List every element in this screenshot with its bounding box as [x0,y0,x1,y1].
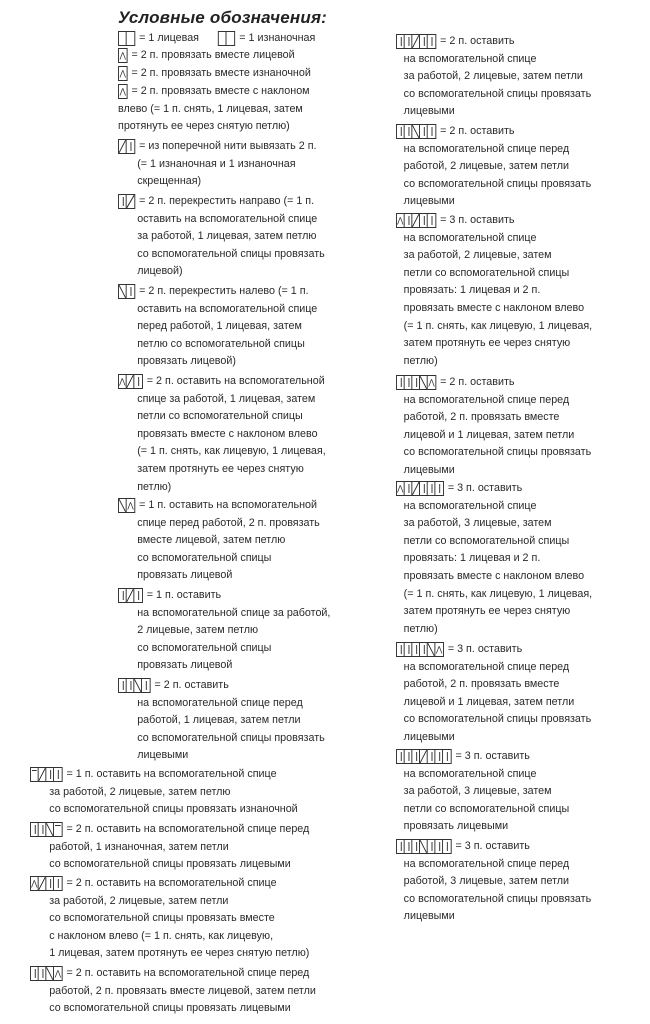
legend-text-line: перед работой, 1 лицевая, затем [137,320,302,333]
legend-text-line: оставить на вспомогательной спице [137,302,318,315]
legend-text-line: работой, 2 п. провязать вместе [403,678,560,691]
left-legend-entry [30,821,309,874]
legend-text-line: затем протянуть ее через снятую [403,605,571,618]
stitch-symbol-icon [396,749,452,764]
legend-text-line: лицевыми [403,105,455,118]
legend-text-line: = из поперечной нити вывязать 2 п. [139,140,317,152]
right-legend-entry [396,748,569,836]
legend-text-line: на вспомогательной спице [403,231,537,244]
legend-text-line: 1 лицевая, затем протянуть ее через снятую петлю) [49,947,310,960]
legend-text-line: со вспомогательной спицы провязать лицевыми [49,1002,291,1015]
legend-text-line: спице за работой, 1 лицевая, затем [137,392,316,405]
legend-text-line: работой, 2 п. провязать вместе лицевой, затем петли [49,984,316,997]
left-legend-entry [118,47,295,65]
legend-text-line: протянуть ее через снятую петлю) [118,120,290,133]
stitch-symbol-icon: ⋀ [30,966,63,981]
right-legend-entry [396,480,592,638]
legend-text-line: со вспомогательной спицы провязать [137,731,325,744]
stitch-symbol-icon: ⋀ [118,374,143,389]
right-legend-entry [396,641,591,747]
stitch-symbol-icon [396,124,436,139]
legend-text-line: провязать: 1 лицевая и 2 п. [403,552,541,565]
left-legend-entry [118,677,325,765]
stitch-symbol-icon [30,822,63,837]
legend-text-line: со вспомогательной спицы провязать [403,446,592,459]
right-legend-entry [396,374,591,480]
legend-text-line: (= 1 п. снять, как лицевую, 1 лицевая, [403,587,593,600]
right-legend-entry [396,838,591,926]
left-legend-entry [118,65,311,83]
legend-text-line: лицевыми [403,910,455,923]
legend-text-line: (= 1 п. снять, как лицевую, 1 лицевая, [137,445,326,458]
right-legend-entry [396,33,591,121]
legend-text-line: со вспомогательной спицы провязать [403,177,592,190]
legend-text-line: работой, 3 лицевые, затем петли [403,875,570,888]
legend-text-line: = 2 п. оставить на вспомогательной спице перед [66,823,310,835]
stitch-symbol-icon [396,839,452,854]
legend-text-line: на вспомогательной спице [403,767,537,780]
legend-text-line: (= 1 изнаночная и 1 изнаночная [137,157,296,170]
legend-text-line: = 3 п. оставить [447,482,523,494]
legend-text-line: лицевыми [403,195,455,208]
legend-text-line: провязать лицевой) [137,355,236,368]
legend-text-line: = 1 п. оставить [146,589,222,601]
legend-text-line: со вспомогательной спицы провязать вместе [49,912,275,925]
left-legend-entry [118,193,325,281]
legend-text-line: затем протянуть ее через снятую [137,462,304,475]
legend-text-line: лицевыми [403,463,455,476]
left-legend-entry [30,766,298,819]
legend-text-line: на вспомогательной спице перед [403,142,570,155]
left-legend-entry [118,497,320,585]
legend-text-line: со вспомогательной спицы [137,551,272,564]
left-legend-entry [118,587,330,675]
left-legend-entry [118,138,317,191]
legend-text-line: петлю) [403,354,438,367]
stitch-symbol-icon: ⋀ [30,876,63,891]
legend-text-line: = 2 п. оставить [154,679,229,691]
legend-text-line: = 2 п. оставить [440,376,515,388]
legend-text-line: работой, 1 изнаночная, затем петли [49,840,229,853]
left-legend-entry [118,83,310,136]
legend-text-line: = 2 п. оставить на вспомогательной [146,375,325,387]
legend-text-line: лицевыми [403,730,455,743]
legend-text-line: на вспомогательной спице [403,52,537,65]
legend-text-line: за работой, 2 лицевые, затем петли [403,70,583,83]
legend-text-line: затем протянуть ее через снятую [403,337,571,350]
legend-text-line: лицевой и 1 лицевая, затем петли [403,695,575,708]
legend-text-line: со вспомогательной спицы провязать [403,713,592,726]
legend-text-line: = 2 п. оставить [440,125,515,137]
legend-text-line: влево (= 1 п. снять, 1 лицевая, затем [118,102,303,115]
legend-text-line: петлю) [403,622,438,635]
legend-text-line: лицевой) [137,265,183,278]
legend-text-line: = 2 п. провязать вместе лицевой [131,49,295,61]
legend-text-line: петли со вспомогательной спицы [137,410,303,423]
stitch-symbol-icon [396,34,436,49]
legend-text-line: = 2 п. оставить на вспомогательной спице перед [66,967,310,979]
legend-text-line: = 3 п. оставить [455,840,530,852]
left-legend-entry [30,875,309,963]
legend-text-line: со вспомогательной спицы [137,641,272,654]
purl-symbol-icon [218,31,235,46]
stitch-symbol-icon [118,588,143,603]
right-legend-entry [396,123,591,211]
legend-text-line: оставить на вспомогательной спице [137,212,318,225]
purl-label: = 1 изнаночная [239,32,316,44]
legend-text-line: за работой, 2 лицевые, затем [403,249,552,262]
legend-text-line: провязать лицевой [137,659,233,672]
legend-text-line: провязать вместе с наклоном влево [137,427,318,440]
legend-text-line: со вспомогательной спицы провязать лицевыми [49,858,291,871]
legend-text-line: провязать: 1 лицевая и 2 п. [403,284,541,297]
legend-text-line: = 2 п. перекрестить налево (= 1 п. [139,285,309,297]
legend-text-line: работой, 2 п. провязать вместе [403,411,560,424]
legend-text-line: на вспомогательной спице [403,499,537,512]
stitch-symbol-icon: ⋀ [118,66,128,81]
stitch-symbol-icon [118,194,135,209]
stitch-symbol-icon [118,284,135,299]
legend-basic-row [118,30,315,48]
stitch-symbol-icon: ⋀ [118,84,128,99]
legend-text-line: (= 1 п. снять, как лицевую, 1 лицевая, [403,319,593,332]
knit-symbol-icon [118,31,135,46]
legend-text-line: на вспомогательной спице за работой, [137,606,331,619]
legend-text-line: = 1 п. оставить на вспомогательной [139,499,318,511]
stitch-symbol-icon: ⋀ [396,642,444,657]
legend-text-line: на вспомогательной спице перед [403,857,570,870]
legend-text-line: = 3 п. оставить [440,214,515,226]
stitch-symbol-icon [118,678,151,693]
legend-text-line: со вспомогательной спицы провязать [137,247,325,260]
legend-text-line: = 2 п. оставить на вспомогательной спице [66,877,277,889]
legend-text-line: = 1 п. оставить на вспомогательной спице [66,768,277,780]
knit-label: = 1 лицевая [139,32,199,44]
stitch-symbol-icon: ⋀ [396,481,444,496]
legend-text-line: с наклоном влево (= 1 п. снять, как лицевую, [49,929,274,942]
right-legend-entry [396,212,592,370]
legend-text-line: со вспомогательной спицы провязать [403,892,592,905]
legend-text-line: за работой, 2 лицевые, затем петлю [49,785,231,798]
legend-text-line: лицевыми [137,749,189,762]
legend-text-line: 2 лицевые, затем петлю [137,624,259,637]
legend-text-line: петли со вспомогательной спицы [403,534,570,547]
stitch-symbol-icon: ⋀ [396,213,436,228]
stitch-symbol-icon: ⋀ [118,498,135,513]
left-legend-entry [118,373,326,496]
legend-text-line: работой, 2 лицевые, затем петли [403,160,570,173]
legend-text-line: петли со вспомогательной спицы [403,802,570,815]
legend-text-line: лицевой и 1 лицевая, затем петли [403,428,575,441]
legend-text-line: = 3 п. оставить [447,643,523,655]
legend-text-line: петлю со вспомогательной спицы [137,337,305,350]
legend-text-line: провязать вместе с наклоном влево [403,569,585,582]
stitch-symbol-icon [118,139,135,154]
legend-text-line: за работой, 3 лицевые, затем [403,785,552,798]
left-legend-entry [118,283,317,371]
legend-text-line: = 2 п. провязать вместе с наклоном [131,85,310,97]
legend-text-line: за работой, 3 лицевые, затем [403,517,552,530]
legend-text-line: провязать лицевой [137,569,233,582]
legend-text-line: на вспомогательной спице перед [403,660,570,673]
legend-text-line: = 3 п. оставить [455,750,530,762]
legend-text-line: петлю) [137,480,172,493]
legend-text-line: за работой, 1 лицевая, затем петлю [137,230,317,243]
stitch-symbol-icon: ⋀ [118,48,128,63]
legend-text-line: на вспомогательной спице перед [403,393,570,406]
legend-text-line: работой, 1 лицевая, затем петли [137,714,301,727]
legend-text-line: на вспомогательной спице перед [137,696,303,709]
legend-text-line: за работой, 2 лицевые, затем петли [49,894,229,907]
legend-text-line: = 2 п. оставить [440,35,515,47]
legend-text-line: скрещенная) [137,175,202,188]
legend-text-line: вместе лицевой, затем петлю [137,534,286,547]
legend-text-line: петли со вспомогательной спицы [403,266,570,279]
page-title: Условные обозначения: [118,8,328,27]
stitch-symbol-icon: ⋀ [396,375,436,390]
legend-text-line: = 2 п. перекрестить направо (= 1 п. [139,195,315,207]
left-legend-entry [30,965,316,1018]
legend-text-line: провязать лицевыми [403,820,509,833]
legend-text-line: провязать вместе с наклоном влево [403,301,585,314]
legend-text-line: со вспомогательной спицы провязать изнаночной [49,803,298,816]
stitch-symbol-icon [30,767,63,782]
legend-text-line: со вспомогательной спицы провязать [403,87,592,100]
legend-text-line: спице перед работой, 2 п. провязать [137,516,320,529]
legend-text-line: = 2 п. провязать вместе изнаночной [131,67,311,79]
